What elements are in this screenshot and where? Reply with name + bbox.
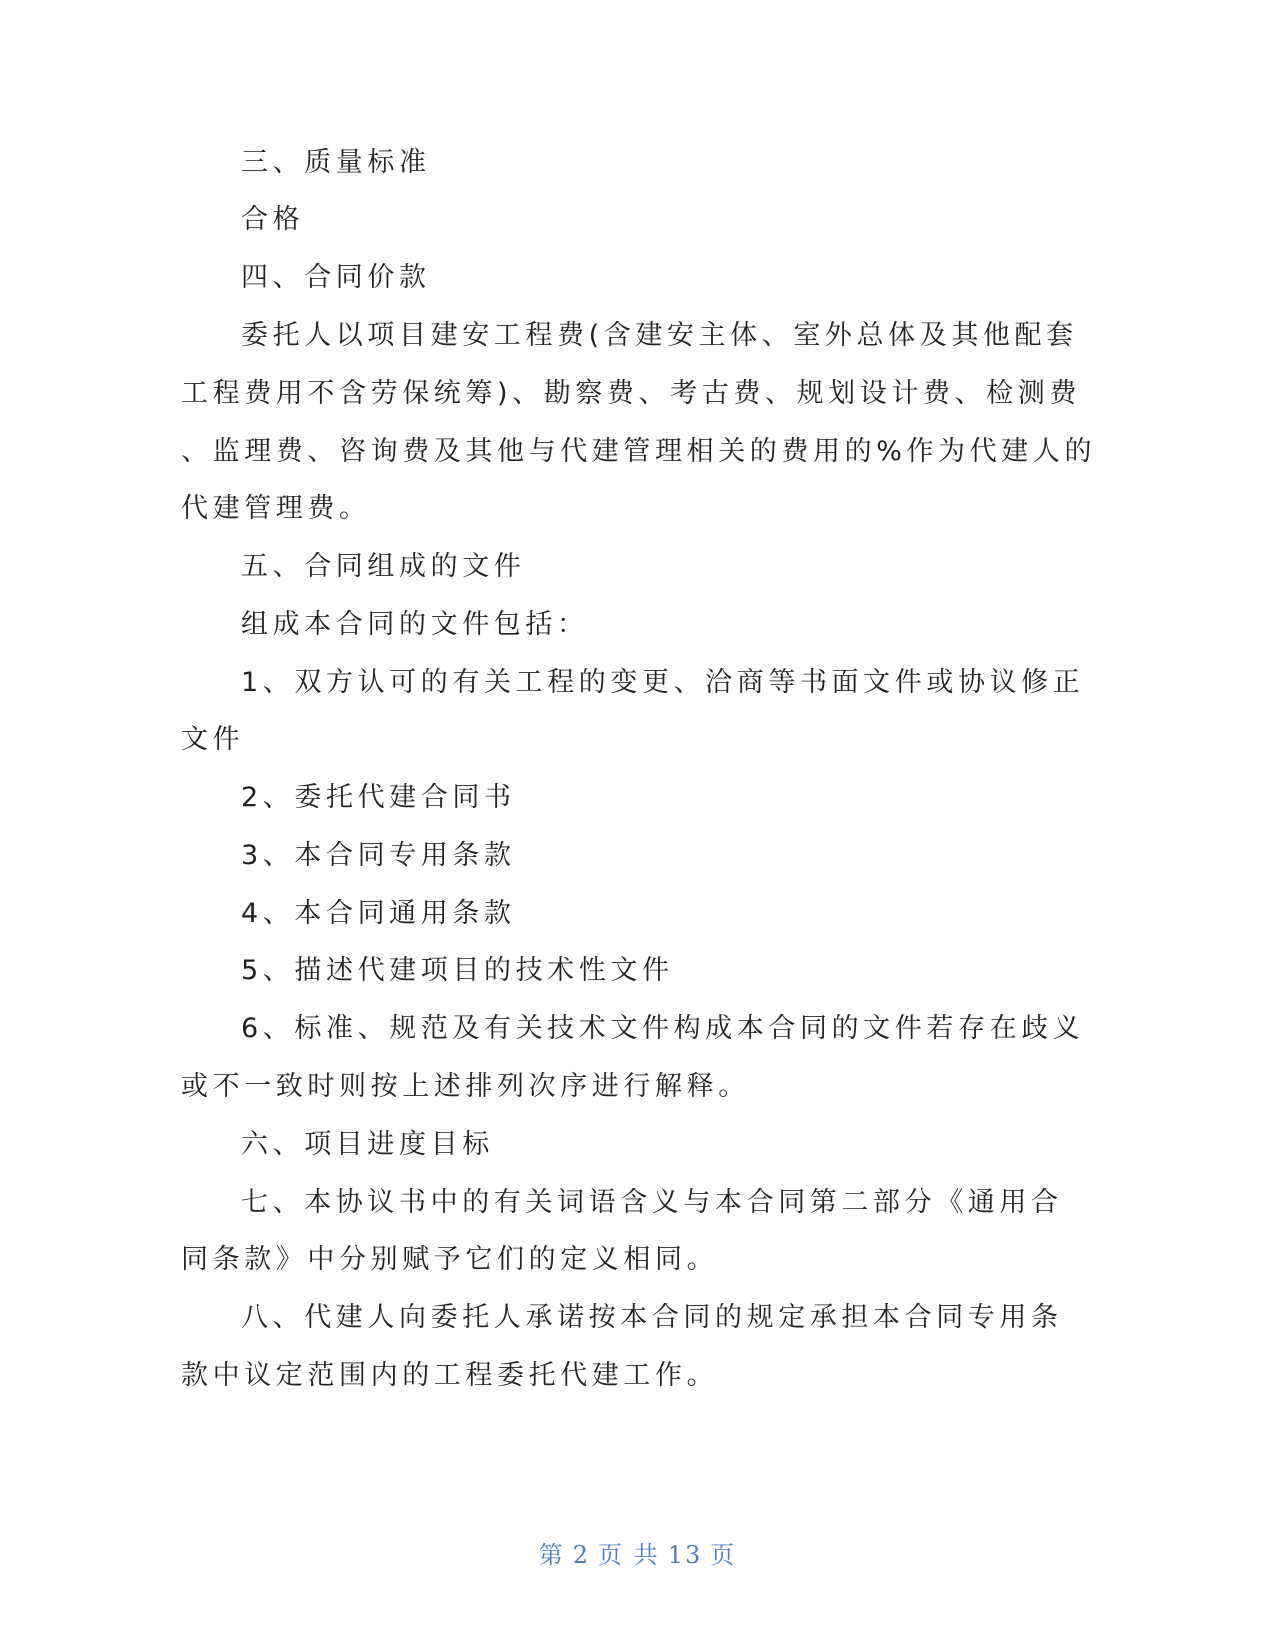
list-item: 2、委托代建合同书 xyxy=(241,782,516,813)
text-line: 款中议定范围内的工程委托代建工作。 xyxy=(181,1360,719,1391)
text-line: 文件 xyxy=(181,724,245,755)
text-line: 同条款》中分别赋予它们的定义相同。 xyxy=(181,1244,719,1275)
text-line: 或不一致时则按上述排列次序进行解释。 xyxy=(181,1071,750,1102)
text-line: 工程费用不含劳保统筹)、勘察费、考古费、规划设计费、检测费 xyxy=(181,378,1081,409)
page-number-footer xyxy=(0,1535,1275,1570)
text-line: 委托人以项目建安工程费(含建安主体、室外总体及其他配套 xyxy=(241,320,1078,351)
list-item: 3、本合同专用条款 xyxy=(241,840,516,871)
footer-prefix: 第 xyxy=(538,1541,565,1569)
text-line: 代建管理费。 xyxy=(181,493,371,524)
section-heading-schedule: 六、项目进度目标 xyxy=(241,1129,494,1160)
text-line: 组成本合同的文件包括： xyxy=(241,609,589,640)
list-item: 4、本合同通用条款 xyxy=(241,898,516,929)
footer-middle: 页 共 xyxy=(598,1541,660,1569)
footer-total-pages: 13 xyxy=(667,1541,703,1569)
text-line: 合格 xyxy=(241,204,305,235)
footer-current-page: 2 xyxy=(572,1541,591,1569)
footer-suffix: 页 xyxy=(710,1541,737,1569)
section-heading-documents: 五、合同组成的文件 xyxy=(241,551,526,582)
list-item: 6、标准、规范及有关技术文件构成本合同的文件若存在歧义 xyxy=(241,1013,1085,1044)
text-line: 、监理费、咨询费及其他与代建管理相关的费用的%作为代建人的 xyxy=(181,436,1097,467)
section-heading-quality: 三、质量标准 xyxy=(241,147,431,178)
list-item: 1、双方认可的有关工程的变更、洽商等书面文件或协议修正 xyxy=(241,667,1085,698)
text-line: 八、代建人向委托人承诺按本合同的规定承担本合同专用条 xyxy=(241,1302,1063,1333)
section-heading-price: 四、合同价款 xyxy=(241,262,431,293)
list-item: 5、描述代建项目的技术性文件 xyxy=(241,955,674,986)
text-line: 七、本协议书中的有关词语含义与本合同第二部分《通用合 xyxy=(241,1187,1063,1218)
